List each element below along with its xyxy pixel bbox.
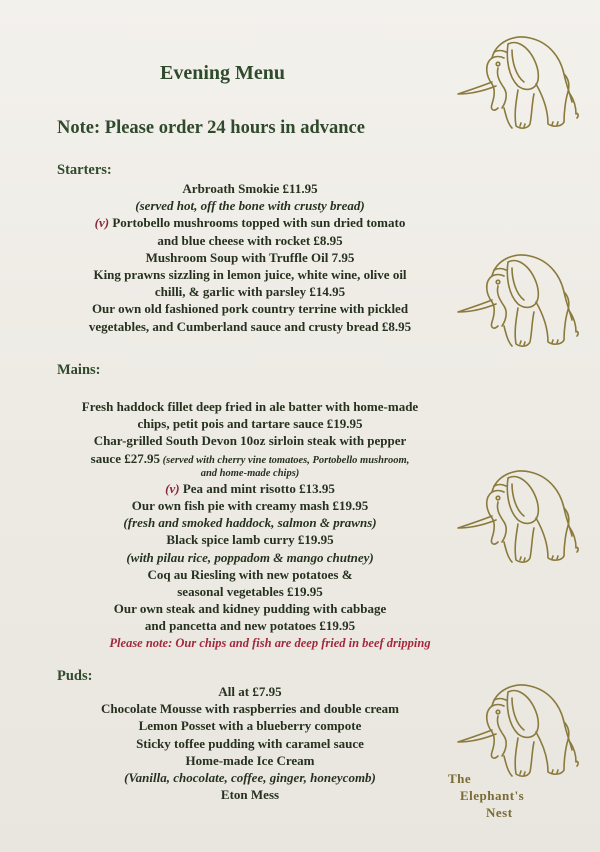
starter-item: King prawns sizzling in lemon juice, white wine, olive oil xyxy=(93,267,407,283)
main-item-detail: (fresh and smoked haddock, salmon & prawns) xyxy=(123,515,377,531)
brand-logo-text xyxy=(446,770,576,821)
elephant-icon xyxy=(452,462,580,574)
starters-heading: Starters: xyxy=(57,162,112,178)
vegetarian-marker: (v) xyxy=(165,480,180,496)
advance-order-note: Note: Please order 24 hours in advance xyxy=(57,118,365,138)
puds-list xyxy=(40,683,460,803)
brand-line: Nest xyxy=(486,805,513,820)
starter-item: vegetables, and Cumberland sauce and crusty bread £8.95 xyxy=(88,318,412,334)
vegetarian-marker: (v) xyxy=(94,215,110,231)
main-item: Black spice lamb curry £19.95 xyxy=(166,532,334,548)
starters-list xyxy=(40,180,460,335)
mains-heading: Mains: xyxy=(57,362,101,378)
main-item-detail: and home-made chips) xyxy=(200,467,300,479)
main-item: Fresh haddock fillet deep fried in ale batter with home-made xyxy=(81,399,419,414)
pud-item-detail: (Vanilla, chocolate, coffee, ginger, honeycomb) xyxy=(124,770,376,786)
brand-line: The xyxy=(448,771,472,786)
starter-item-detail: (served hot, off the bone with crusty bread) xyxy=(135,198,365,214)
main-item: chips, petit pois and tartare sauce £19.95 xyxy=(137,416,363,432)
pud-item: Chocolate Mousse with raspberries and double cream xyxy=(100,701,400,717)
elephant-icon xyxy=(452,246,580,358)
pud-item: Eton Mess xyxy=(220,787,280,803)
starter-item: Arbroath Smokie £11.95 xyxy=(182,181,318,196)
main-item: sauce £27.95 (served with cherry vine tomatoes, Portobello mushroom, xyxy=(90,450,410,466)
pud-item: Sticky toffee pudding with caramel sauce xyxy=(136,735,364,751)
main-item: Char-grilled South Devon 10oz sirloin steak with pepper xyxy=(93,433,407,449)
mains-list xyxy=(40,398,460,635)
pud-item: Lemon Posset with a blueberry compote xyxy=(138,718,362,734)
frying-warning: Please note: Our chips and fish are deep fried in beef dripping xyxy=(109,636,431,650)
main-item: Our own steak and kidney pudding with cabbage xyxy=(113,601,387,617)
main-item: Our own fish pie with creamy mash £19.95 xyxy=(131,498,369,514)
starter-item: Mushroom Soup with Truffle Oil 7.95 xyxy=(145,249,355,265)
main-item: seasonal vegetables £19.95 xyxy=(177,584,323,600)
brand-line: Elephant's xyxy=(460,788,525,803)
puds-heading: Puds: xyxy=(57,668,93,684)
main-item: Coq au Riesling with new potatoes & xyxy=(147,566,353,582)
main-item: and pancetta and new potatoes £19.95 xyxy=(144,618,356,634)
main-item-detail: (with pilau rice, poppadom & mango chutney) xyxy=(126,549,374,565)
starter-item: and blue cheese with rocket £8.95 xyxy=(157,232,343,248)
main-item: (v) Pea and mint risotto £13.95 xyxy=(165,480,335,496)
pud-item: Home-made Ice Cream xyxy=(185,752,315,768)
starter-item: (v) Portobello mushrooms topped with sun dried tomato xyxy=(94,215,406,231)
pud-price: All at £7.95 xyxy=(218,684,282,699)
elephant-icon xyxy=(452,28,580,140)
starter-item: Our own old fashioned pork country terrine with pickled xyxy=(91,301,409,317)
menu-title: Evening Menu xyxy=(160,62,286,84)
starter-item: chilli, & garlic with parsley £14.95 xyxy=(154,284,346,300)
